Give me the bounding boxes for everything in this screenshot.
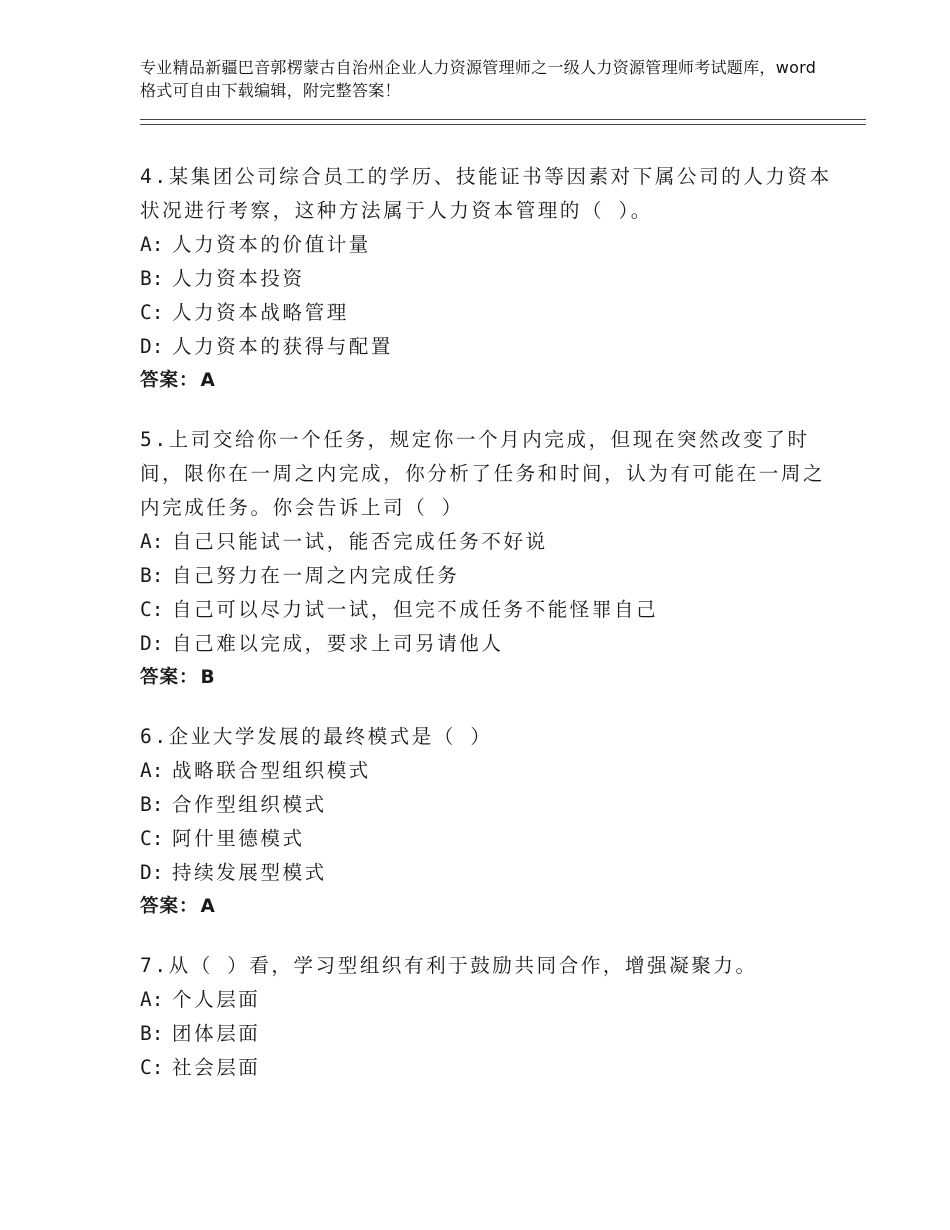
option-letter: B: (140, 1022, 164, 1045)
answer-value: A (200, 896, 216, 917)
option-text: 阿什里德模式 (172, 827, 305, 850)
answer-value: B (200, 667, 216, 688)
option-d (140, 330, 840, 364)
option-letter: C: (140, 1056, 164, 1079)
question-stem: 7.从（ ）看，学习型组织有利于鼓励共同合作，增强凝聚力。 (140, 954, 758, 977)
option-letter: D: (140, 632, 164, 655)
question-stem: 5.上司交给你一个任务，规定你一个月内完成，但现在突然改变了时间，限你在一周之内完成，你分析了任务和时间，认为有可能在一周之内完成任务。你会告诉上司（ ） (140, 428, 826, 519)
option-c (140, 593, 840, 627)
option-c (140, 296, 840, 330)
document-header: 专业精品新疆巴音郭楞蒙古自治州企业人力资源管理师之一级人力资源管理师考试题库，word格式可自由下载编辑，附完整答案！ (140, 58, 817, 100)
option-letter: A: (140, 530, 164, 553)
question-5 (140, 423, 840, 695)
option-c (140, 1051, 840, 1085)
option-text: 人力资本战略管理 (172, 301, 349, 324)
option-text: 持续发展型模式 (172, 861, 327, 884)
option-text: 自己难以完成，要求上司另请他人 (172, 632, 504, 655)
option-a (140, 983, 840, 1017)
answer-label: 答案： (140, 667, 199, 688)
option-letter: C: (140, 598, 164, 621)
option-text: 团体层面 (172, 1022, 261, 1045)
option-text: 自己努力在一周之内完成任务 (172, 564, 460, 587)
option-text: 人力资本的价值计量 (172, 233, 371, 256)
question-6 (140, 720, 840, 924)
option-d (140, 627, 840, 661)
question-stem: 6.企业大学发展的最终模式是（ ） (140, 725, 493, 748)
option-letter: A: (140, 988, 164, 1011)
option-text: 战略联合型组织模式 (172, 759, 371, 782)
option-text: 社会层面 (172, 1056, 261, 1079)
header-divider (140, 119, 866, 125)
option-letter: C: (140, 301, 164, 324)
option-text: 个人层面 (172, 988, 261, 1011)
option-b (140, 788, 840, 822)
option-letter: B: (140, 564, 164, 587)
question-stem: 4.某集团公司综合员工的学历、技能证书等因素对下属公司的人力资本状况进行考察，这种方法属于人力资本管理的（ ）。 (140, 165, 832, 222)
option-d (140, 856, 840, 890)
answer-label: 答案： (140, 896, 199, 917)
option-text: 自己只能试一试，能否完成任务不好说 (172, 530, 548, 553)
option-a (140, 754, 840, 788)
option-b (140, 262, 840, 296)
answer-line (140, 364, 840, 398)
option-letter: C: (140, 827, 164, 850)
option-b (140, 559, 840, 593)
option-text: 自己可以尽力试一试，但完不成任务不能怪罪自己 (172, 598, 659, 621)
answer-value: A (200, 370, 216, 391)
option-text: 人力资本投资 (172, 267, 305, 290)
answer-label: 答案： (140, 370, 199, 391)
answer-line (140, 890, 840, 924)
option-letter: A: (140, 759, 164, 782)
option-c (140, 822, 840, 856)
option-text: 人力资本的获得与配置 (172, 335, 394, 358)
option-letter: A: (140, 233, 164, 256)
option-letter: B: (140, 267, 164, 290)
option-a (140, 525, 840, 559)
option-a (140, 228, 840, 262)
option-letter: D: (140, 861, 164, 884)
question-4 (140, 160, 840, 398)
question-7 (140, 949, 840, 1085)
answer-line (140, 661, 840, 695)
option-letter: D: (140, 335, 164, 358)
option-text: 合作型组织模式 (172, 793, 327, 816)
option-letter: B: (140, 793, 164, 816)
question-list (140, 160, 840, 1110)
option-b (140, 1017, 840, 1051)
